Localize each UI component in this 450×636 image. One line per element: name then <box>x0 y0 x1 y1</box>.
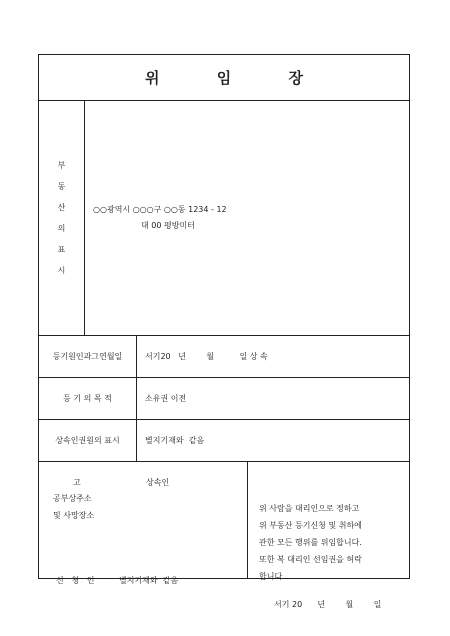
property-label-char: 동 <box>57 182 66 191</box>
property-label-char: 시 <box>57 266 66 275</box>
applicant-value: 별지기재와 같음 <box>119 576 179 585</box>
property-area: 대 00 평방미터 <box>141 221 195 230</box>
property-label-char: 의 <box>57 224 66 233</box>
registration-purpose-label: 등 기 의 목 적 <box>39 378 137 419</box>
property-description-value <box>93 101 409 335</box>
registration-purpose-row <box>39 378 409 420</box>
property-address: ○○광역시 ○○○구 ○○동 1234 - 12 <box>93 205 227 214</box>
declaration-line: 위 사람을 대리인으로 정하고 <box>259 504 360 513</box>
registration-cause-label: 등기원인과그연월일 <box>39 336 137 377</box>
heir-title-value: 별지기재와 같음 <box>145 436 205 445</box>
declaration-date: 서기 20 년 월 일 <box>274 600 382 609</box>
document-title: 위 임 장 <box>145 69 329 87</box>
title-row <box>39 55 409 101</box>
registered-address-label: 공부상주소 <box>53 494 92 503</box>
heir-title-label: 상속인권원의 표시 <box>39 420 137 461</box>
place-of-death-label: 및 사망장소 <box>53 511 95 520</box>
registration-cause-row <box>39 336 409 378</box>
declaration-block <box>248 462 409 609</box>
property-label-char: 표 <box>57 245 66 254</box>
declaration-line: 관한 모든 행위를 위임합니다. <box>259 538 362 547</box>
heir-label: 상속인 <box>146 478 170 487</box>
power-of-attorney-form <box>38 54 410 609</box>
delegation-section <box>39 462 409 609</box>
declaration-text <box>259 500 399 585</box>
heir-title-row <box>39 420 409 462</box>
property-description-row <box>39 101 409 336</box>
property-label-char: 산 <box>57 203 66 212</box>
applicant-label: 신 청 인 <box>56 576 95 585</box>
principal-block <box>39 462 248 585</box>
registration-purpose-value: 소유권 이전 <box>145 394 187 403</box>
declaration-line: 또한 복 대리인 선임권을 허락 <box>259 555 362 564</box>
deceased-label: 고 <box>73 478 81 487</box>
declaration-line: 합니다. <box>259 572 285 581</box>
property-description-label <box>39 101 85 335</box>
property-label-char: 부 <box>57 161 66 170</box>
registration-cause-value: 서기20 년 월 일 상 속 <box>145 352 268 361</box>
declaration-line: 위 부동산 등기신청 및 취하에 <box>259 521 362 530</box>
